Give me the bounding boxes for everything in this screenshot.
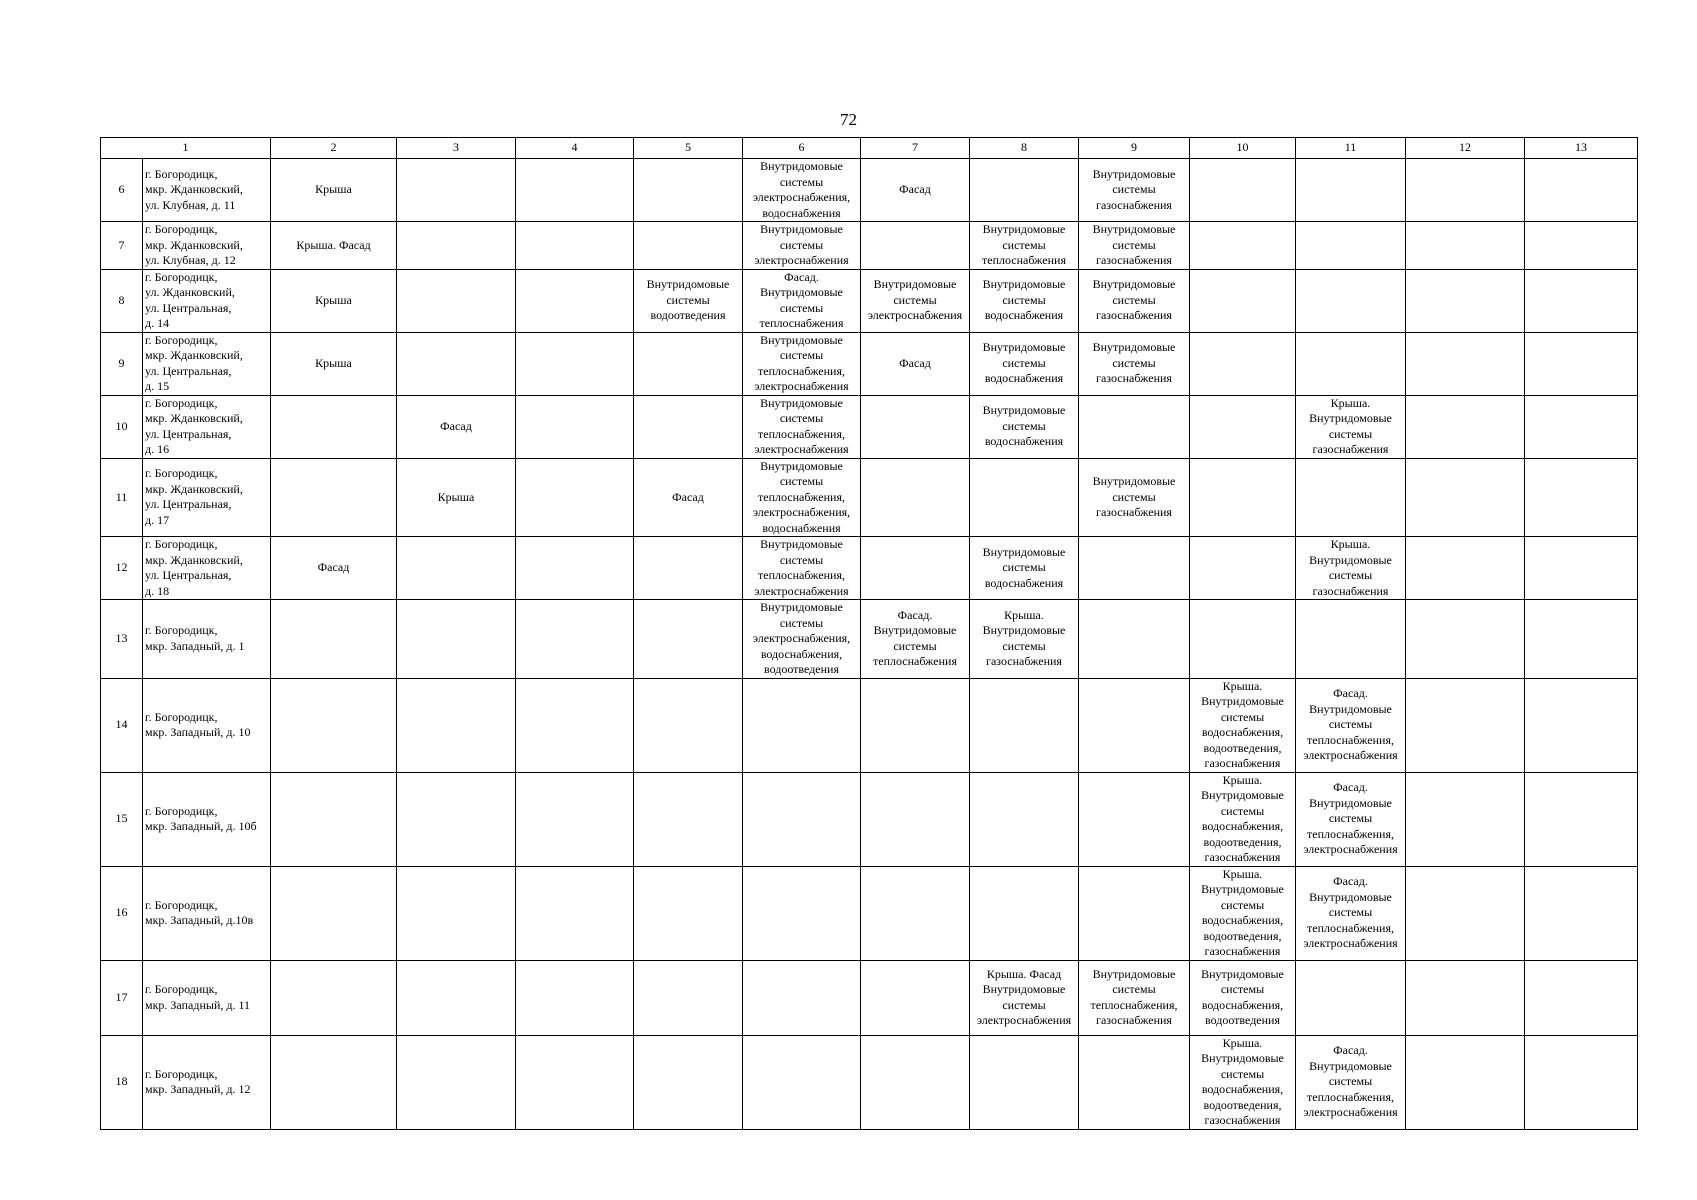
work-cell: Внутридомовые системы электроснабжения, водоснабжения, водоотведения bbox=[743, 600, 861, 679]
work-cell bbox=[397, 600, 516, 679]
address-cell: г. Богородицк, мкр. Западный, д. 1 bbox=[143, 600, 271, 679]
work-cell bbox=[1190, 269, 1296, 332]
work-cell bbox=[516, 395, 634, 458]
work-cell bbox=[271, 1035, 397, 1129]
work-cell: Внутридомовые системы газоснабжения bbox=[1079, 332, 1190, 395]
work-cell: Крыша. Внутридомовые системы газоснабжения bbox=[1296, 537, 1406, 600]
work-cell: Внутридомовые системы электроснабжения bbox=[861, 269, 970, 332]
work-cell bbox=[397, 960, 516, 1035]
work-cell bbox=[634, 332, 743, 395]
work-cell bbox=[516, 159, 634, 222]
table-row bbox=[101, 222, 1638, 270]
work-cell bbox=[1406, 332, 1525, 395]
work-cell bbox=[1079, 395, 1190, 458]
page-number: 72 bbox=[840, 110, 857, 129]
table-row bbox=[101, 537, 1638, 600]
work-cell bbox=[516, 458, 634, 537]
work-cell bbox=[1525, 866, 1638, 960]
work-cell bbox=[861, 960, 970, 1035]
row-number: 15 bbox=[101, 772, 143, 866]
work-cell bbox=[1525, 222, 1638, 270]
address-cell: г. Богородицк, мкр. Западный, д. 11 bbox=[143, 960, 271, 1035]
work-cell bbox=[861, 866, 970, 960]
table-row bbox=[101, 269, 1638, 332]
work-cell bbox=[634, 600, 743, 679]
address-cell: г. Богородицк, мкр. Западный, д. 10 bbox=[143, 678, 271, 772]
table-row bbox=[101, 960, 1638, 1035]
work-cell bbox=[397, 159, 516, 222]
row-number: 13 bbox=[101, 600, 143, 679]
work-cell: Фасад. Внутридомовые системы теплоснабжения, электроснабжения bbox=[1296, 772, 1406, 866]
address-cell: г. Богородицк, мкр. Западный, д. 10б bbox=[143, 772, 271, 866]
work-cell bbox=[397, 1035, 516, 1129]
work-cell bbox=[634, 866, 743, 960]
work-cell: Крыша. Фасад bbox=[271, 222, 397, 270]
work-cell bbox=[1406, 866, 1525, 960]
work-cell bbox=[1079, 678, 1190, 772]
row-number: 8 bbox=[101, 269, 143, 332]
table-row bbox=[101, 332, 1638, 395]
work-cell bbox=[1190, 458, 1296, 537]
work-cell bbox=[271, 866, 397, 960]
work-cell: Фасад bbox=[271, 537, 397, 600]
column-header: 3 bbox=[397, 138, 516, 159]
work-cell bbox=[1525, 537, 1638, 600]
work-cell bbox=[516, 600, 634, 679]
work-cell bbox=[970, 866, 1079, 960]
table-row bbox=[101, 678, 1638, 772]
work-cell: Фасад. Внутридомовые системы теплоснабжения, электроснабжения bbox=[1296, 866, 1406, 960]
work-cell bbox=[634, 537, 743, 600]
row-number: 18 bbox=[101, 1035, 143, 1129]
work-cell bbox=[1190, 332, 1296, 395]
work-cell bbox=[970, 159, 1079, 222]
address-cell: г. Богородицк, ул. Жданковский, ул. Центральная, д. 14 bbox=[143, 269, 271, 332]
address-cell: г. Богородицк, мкр. Жданковский, ул. Клубная, д. 12 bbox=[143, 222, 271, 270]
address-cell: г. Богородицк, мкр. Жданковский, ул. Центральная, д. 17 bbox=[143, 458, 271, 537]
column-header: 11 bbox=[1296, 138, 1406, 159]
work-cell bbox=[634, 960, 743, 1035]
work-cell bbox=[1406, 269, 1525, 332]
table-row bbox=[101, 395, 1638, 458]
work-cell bbox=[1525, 772, 1638, 866]
work-cell: Внутридомовые системы водоснабжения, водоотведения bbox=[1190, 960, 1296, 1035]
work-cell bbox=[397, 537, 516, 600]
work-cell bbox=[1190, 159, 1296, 222]
work-cell bbox=[1190, 600, 1296, 679]
work-cell bbox=[271, 458, 397, 537]
column-header: 7 bbox=[861, 138, 970, 159]
table-row bbox=[101, 600, 1638, 679]
work-cell bbox=[271, 772, 397, 866]
work-cell bbox=[1079, 772, 1190, 866]
table-row bbox=[101, 458, 1638, 537]
work-cell: Внутридомовые системы газоснабжения bbox=[1079, 159, 1190, 222]
work-cell bbox=[1190, 537, 1296, 600]
work-cell bbox=[1406, 600, 1525, 679]
work-cell: Крыша bbox=[271, 269, 397, 332]
work-cell: Крыша bbox=[271, 159, 397, 222]
work-cell bbox=[1525, 1035, 1638, 1129]
table-row bbox=[101, 772, 1638, 866]
work-cell bbox=[861, 458, 970, 537]
work-cell bbox=[1406, 678, 1525, 772]
work-cell: Внутридомовые системы газоснабжения bbox=[1079, 458, 1190, 537]
work-cell bbox=[1190, 222, 1296, 270]
work-cell bbox=[271, 678, 397, 772]
work-cell: Крыша. Внутридомовые системы водоснабжения, водоотведения, газоснабжения bbox=[1190, 678, 1296, 772]
work-cell: Фасад bbox=[397, 395, 516, 458]
row-number: 11 bbox=[101, 458, 143, 537]
work-cell bbox=[1079, 537, 1190, 600]
work-cell: Внутридомовые системы водоснабжения bbox=[970, 395, 1079, 458]
work-cell bbox=[397, 678, 516, 772]
work-cell: Внутридомовые системы газоснабжения bbox=[1079, 222, 1190, 270]
work-cell: Крыша. Внутридомовые системы водоснабжения, водоотведения, газоснабжения bbox=[1190, 866, 1296, 960]
work-cell bbox=[970, 1035, 1079, 1129]
work-cell bbox=[1525, 269, 1638, 332]
work-cell bbox=[397, 222, 516, 270]
work-cell: Фасад bbox=[861, 159, 970, 222]
work-cell: Фасад. Внутридомовые системы теплоснабжения bbox=[861, 600, 970, 679]
row-number: 7 bbox=[101, 222, 143, 270]
work-cell bbox=[271, 960, 397, 1035]
row-number: 10 bbox=[101, 395, 143, 458]
work-cell bbox=[516, 960, 634, 1035]
work-cell bbox=[1296, 222, 1406, 270]
work-cell bbox=[743, 1035, 861, 1129]
work-cell bbox=[516, 1035, 634, 1129]
column-header: 2 bbox=[271, 138, 397, 159]
address-cell: г. Богородицк, мкр. Жданковский, ул. Центральная, д. 16 bbox=[143, 395, 271, 458]
work-cell: Внутридомовые системы электроснабжения, водоснабжения bbox=[743, 159, 861, 222]
work-cell bbox=[1525, 332, 1638, 395]
work-cell bbox=[743, 678, 861, 772]
work-cell bbox=[1296, 159, 1406, 222]
work-cell: Крыша. Внутридомовые системы газоснабжения bbox=[970, 600, 1079, 679]
work-cell: Внутридомовые системы водоснабжения bbox=[970, 269, 1079, 332]
work-cell bbox=[1406, 222, 1525, 270]
work-cell: Внутридомовые системы теплоснабжения, газоснабжения bbox=[1079, 960, 1190, 1035]
work-cell bbox=[1525, 159, 1638, 222]
address-cell: г. Богородицк, мкр. Западный, д.10в bbox=[143, 866, 271, 960]
work-cell: Фасад. Внутридомовые системы теплоснабжения bbox=[743, 269, 861, 332]
work-cell bbox=[1525, 678, 1638, 772]
column-header: 12 bbox=[1406, 138, 1525, 159]
column-header: 9 bbox=[1079, 138, 1190, 159]
work-cell: Внутридомовые системы электроснабжения bbox=[743, 222, 861, 270]
table-body bbox=[101, 159, 1638, 1130]
work-cell bbox=[397, 866, 516, 960]
address-cell: г. Богородицк, мкр. Жданковский, ул. Клубная, д. 11 bbox=[143, 159, 271, 222]
work-cell: Крыша. Внутридомовые системы водоснабжения, водоотведения, газоснабжения bbox=[1190, 1035, 1296, 1129]
address-cell: г. Богородицк, мкр. Жданковский, ул. Центральная, д. 18 bbox=[143, 537, 271, 600]
work-schedule-table bbox=[100, 137, 1638, 1130]
work-cell bbox=[1406, 537, 1525, 600]
work-cell bbox=[634, 222, 743, 270]
work-cell bbox=[516, 332, 634, 395]
work-cell: Фасад bbox=[634, 458, 743, 537]
work-cell bbox=[1079, 600, 1190, 679]
work-cell bbox=[271, 395, 397, 458]
table-row bbox=[101, 159, 1638, 222]
work-cell: Крыша. Внутридомовые системы водоснабжения, водоотведения, газоснабжения bbox=[1190, 772, 1296, 866]
work-cell: Фасад. Внутридомовые системы теплоснабжения, электроснабжения bbox=[1296, 678, 1406, 772]
work-cell bbox=[861, 222, 970, 270]
column-header: 5 bbox=[634, 138, 743, 159]
table-row bbox=[101, 866, 1638, 960]
work-cell: Внутридомовые системы теплоснабжения bbox=[970, 222, 1079, 270]
work-cell bbox=[634, 395, 743, 458]
work-cell bbox=[516, 772, 634, 866]
work-cell bbox=[1406, 772, 1525, 866]
row-number: 12 bbox=[101, 537, 143, 600]
work-cell: Внутридомовые системы водоснабжения bbox=[970, 332, 1079, 395]
work-cell bbox=[861, 537, 970, 600]
work-cell bbox=[970, 458, 1079, 537]
work-cell: Внутридомовые системы теплоснабжения, электроснабжения bbox=[743, 395, 861, 458]
work-cell: Крыша bbox=[397, 458, 516, 537]
work-cell bbox=[516, 222, 634, 270]
work-cell bbox=[1525, 960, 1638, 1035]
work-cell bbox=[861, 395, 970, 458]
work-cell bbox=[743, 772, 861, 866]
work-cell: Внутридомовые системы теплоснабжения, электроснабжения bbox=[743, 332, 861, 395]
column-header: 6 bbox=[743, 138, 861, 159]
work-cell bbox=[1296, 332, 1406, 395]
header-row bbox=[101, 138, 1638, 159]
work-cell bbox=[1296, 269, 1406, 332]
row-number: 14 bbox=[101, 678, 143, 772]
work-cell bbox=[397, 332, 516, 395]
work-cell bbox=[516, 678, 634, 772]
work-cell bbox=[1406, 960, 1525, 1035]
work-cell bbox=[634, 678, 743, 772]
work-cell bbox=[970, 772, 1079, 866]
work-cell: Внутридомовые системы водоотведения bbox=[634, 269, 743, 332]
work-cell bbox=[861, 678, 970, 772]
work-cell bbox=[516, 269, 634, 332]
work-cell: Внутридомовые системы теплоснабжения, электроснабжения bbox=[743, 537, 861, 600]
work-cell: Внутридомовые системы газоснабжения bbox=[1079, 269, 1190, 332]
address-cell: г. Богородицк, мкр. Жданковский, ул. Центральная, д. 15 bbox=[143, 332, 271, 395]
column-header: 8 bbox=[970, 138, 1079, 159]
work-cell bbox=[743, 866, 861, 960]
row-number: 16 bbox=[101, 866, 143, 960]
work-cell: Внутридомовые системы теплоснабжения, электроснабжения, водоснабжения bbox=[743, 458, 861, 537]
work-cell bbox=[1406, 159, 1525, 222]
work-cell: Внутридомовые системы водоснабжения bbox=[970, 537, 1079, 600]
work-cell bbox=[634, 772, 743, 866]
work-cell bbox=[634, 159, 743, 222]
work-cell bbox=[1079, 866, 1190, 960]
work-cell bbox=[397, 269, 516, 332]
row-number: 9 bbox=[101, 332, 143, 395]
row-number: 6 bbox=[101, 159, 143, 222]
work-cell: Крыша bbox=[271, 332, 397, 395]
work-cell bbox=[1406, 458, 1525, 537]
work-cell bbox=[970, 678, 1079, 772]
work-cell bbox=[1525, 395, 1638, 458]
work-cell bbox=[861, 772, 970, 866]
work-cell: Крыша. Внутридомовые системы газоснабжения bbox=[1296, 395, 1406, 458]
work-cell bbox=[634, 1035, 743, 1129]
work-cell: Крыша. Фасад Внутридомовые системы электроснабжения bbox=[970, 960, 1079, 1035]
work-cell bbox=[743, 960, 861, 1035]
work-cell: Фасад bbox=[861, 332, 970, 395]
work-cell bbox=[1525, 600, 1638, 679]
work-cell bbox=[1406, 395, 1525, 458]
work-cell bbox=[271, 600, 397, 679]
address-cell: г. Богородицк, мкр. Западный, д. 12 bbox=[143, 1035, 271, 1129]
work-cell bbox=[516, 537, 634, 600]
work-cell: Фасад. Внутридомовые системы теплоснабжения, электроснабжения bbox=[1296, 1035, 1406, 1129]
work-cell bbox=[1296, 600, 1406, 679]
work-cell bbox=[861, 1035, 970, 1129]
work-cell bbox=[397, 772, 516, 866]
column-header: 4 bbox=[516, 138, 634, 159]
column-header: 1 bbox=[101, 138, 271, 159]
row-number: 17 bbox=[101, 960, 143, 1035]
column-header: 13 bbox=[1525, 138, 1638, 159]
work-cell bbox=[1525, 458, 1638, 537]
column-header: 10 bbox=[1190, 138, 1296, 159]
work-cell bbox=[1190, 395, 1296, 458]
work-cell bbox=[1406, 1035, 1525, 1129]
work-cell bbox=[1296, 960, 1406, 1035]
table-row bbox=[101, 1035, 1638, 1129]
work-cell bbox=[516, 866, 634, 960]
work-cell bbox=[1079, 1035, 1190, 1129]
work-cell bbox=[1296, 458, 1406, 537]
